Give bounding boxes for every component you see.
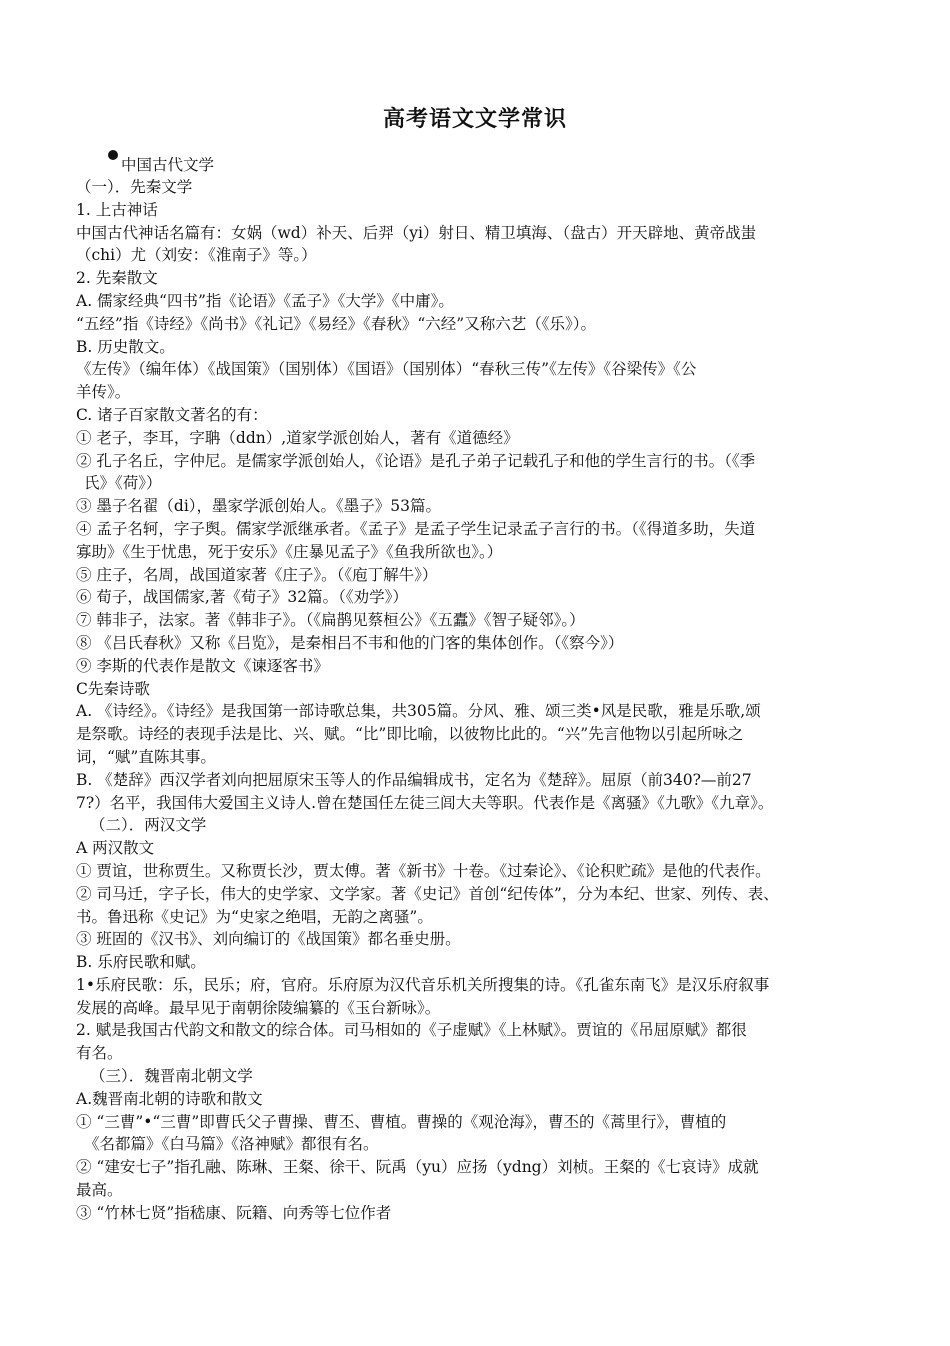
text-line: ② 司马迁，字子长，伟大的史学家、文学家。著《史记》首创“纪传体”，分为本纪、世家、列传、表、: [76, 884, 779, 903]
text-line: C. 诸子百家散文著名的有：: [76, 405, 268, 424]
text-line: ③ “竹林七贤”指嵇康、阮籍、向秀等七位作者: [76, 1203, 392, 1222]
text-line: （三）．魏晋南北朝文学: [90, 1067, 253, 1086]
text-line: 是祭歌。诗经的表现手法是比、兴、赋。“比”即比喻，以彼物比此的。“兴”先言他物以引起所咏之: [76, 725, 744, 744]
text-line: 2. 赋是我国古代韵文和散文的综合体。司马相如的《子虚赋》《上林赋》。贾谊的《吊屈原赋》都很: [76, 1021, 747, 1040]
text-line: ⑦ 韩非子，法家。著《韩非子》。（《扁鹊见蔡桓公》《五蠹》《智子疑邻》。）: [76, 611, 585, 630]
text-line: A. 儒家经典“四书”指《论语》《孟子》《大学》《中庸》。: [76, 291, 454, 310]
text-line: ⑥ 荀子，战国儒家,著《荀子》32篇。（《劝学》）: [76, 588, 408, 607]
bullet-dot-icon: [108, 150, 118, 160]
text-line: 2. 先秦散文: [76, 269, 158, 288]
text-line: ② “建安七子”指孔融、陈琳、王粲、徐干、阮禹（yu）应扬（ydng）刘桢。王粲的《七哀诗》成就: [76, 1158, 759, 1177]
text-line: ③ 班固的《汉书》、刘向编订的《战国策》都名垂史册。: [76, 930, 461, 949]
text-line: “五经”指《诗经》《尚书》《礼记》《易经》《春秋》“六经”又称六艺（《乐》）。: [76, 314, 596, 333]
text-line: ① “三曹”•“三曹”即曹氏父子曹操、曹丕、曹植。曹操的《观沧海》，曹丕的《蒿里行》，曹植的: [76, 1112, 727, 1131]
text-line: 书。鲁迅称《史记》为“史家之绝唱，无韵之离骚”。: [76, 907, 433, 926]
text-line: 1. 上古神话: [76, 200, 158, 219]
text-line: 氏》《荷》）: [84, 474, 162, 493]
text-line: （一）．先秦文学: [76, 178, 193, 196]
text-line: B. 乐府民歌和赋。: [76, 953, 206, 972]
section-heading: 中国古代文学: [121, 156, 215, 174]
text-line: 发展的高峰。最早见于南朝徐陵编纂的《玉台新咏》。: [76, 998, 441, 1017]
text-line: ① 贾谊，世称贾生。又称贾长沙，贾太傅。著《新书》十卷。《过秦论》、《论积贮疏》是他的代表作。: [76, 861, 771, 880]
text-line: ③ 墨子名翟（di），墨家学派创始人。《墨子》53篇。: [76, 497, 442, 516]
text-line: 1•乐府民歌：乐，民乐；府，官府。乐府原为汉代音乐机关所搜集的诗。《孔雀东南飞》是汉乐府叙事: [76, 975, 770, 994]
text-line: A 两汉散文: [76, 839, 155, 858]
text-line: 寡助》《生于忧患，死于安乐》《庄暴见孟子》《鱼我所欲也》。）: [76, 542, 503, 561]
document-title: 高考语文文学常识: [382, 107, 567, 132]
text-line: （chi）尤（刘安：《淮南子》等。）: [76, 246, 317, 265]
text-line: 《左传》（编年体）《战国策》（国别体）《国语》（国别体）“春秋三传”《左传》《谷梁传》《公: [76, 360, 697, 379]
text-line: ⑤ 庄子，名周，战国道家著《庄子》。（《庖丁解牛》）: [76, 565, 438, 584]
text-line: A.魏晋南北朝的诗歌和散文: [76, 1089, 263, 1108]
text-line: B. 《楚辞》西汉学者刘向把屈原宋玉等人的作品编辑成书，定名为《楚辞》。屈原（前340?—前27: [76, 770, 752, 789]
text-line: （二）．两汉文学: [90, 816, 207, 835]
text-line: 中国古代神话名篇有：女娲（wd）补天、后羿（yi）射日、精卫填海、（盘古）开天辟地、黄帝战蚩: [76, 223, 757, 242]
text-line: 羊传》。: [76, 383, 131, 402]
text-line: 词，“赋”直陈其事。: [76, 747, 216, 766]
text-line: 《名都篇》《白马篇》《洛神赋》都很有名。: [84, 1135, 379, 1154]
document-body: [76, 176, 896, 1225]
text-line: ⑨ 李斯的代表作是散文《谏逐客书》: [76, 656, 329, 675]
text-line: ⑧ 《吕氏春秋》又称《吕览》，是秦相吕不韦和他的门客的集体创作。（《察今》）: [76, 633, 624, 652]
text-line: 最高。: [76, 1181, 123, 1200]
text-line: ② 孔子名丘，字仲尼。是儒家学派创始人，《论语》是孔子弟子记载孔子和他的学生言行的书。（《季: [76, 451, 756, 470]
text-line: ④ 孟子名轲，字子舆。儒家学派继承者。《孟子》是孟子学生记录孟子言行的书。（《得道多助，失道: [76, 519, 756, 538]
text-line: A. 《诗经》。《诗经》是我国第一部诗歌总集，共305篇。分风、雅、颂三类•风是民歌，雅是乐歌,颂: [76, 702, 761, 721]
text-line: 7?）名平，我国伟大爱国主义诗人.曾在楚国任左徒三闾大夫等职。代表作是《离骚》《九歌》《九章》。: [76, 793, 774, 812]
text-line: 有名。: [76, 1044, 123, 1063]
text-line: B. 历史散文。: [76, 337, 175, 356]
text-line: C先秦诗歌: [76, 679, 150, 698]
text-line: ① 老子，李耳，字聃（ddn）,道家学派创始人，著有《道德经》: [76, 428, 519, 447]
